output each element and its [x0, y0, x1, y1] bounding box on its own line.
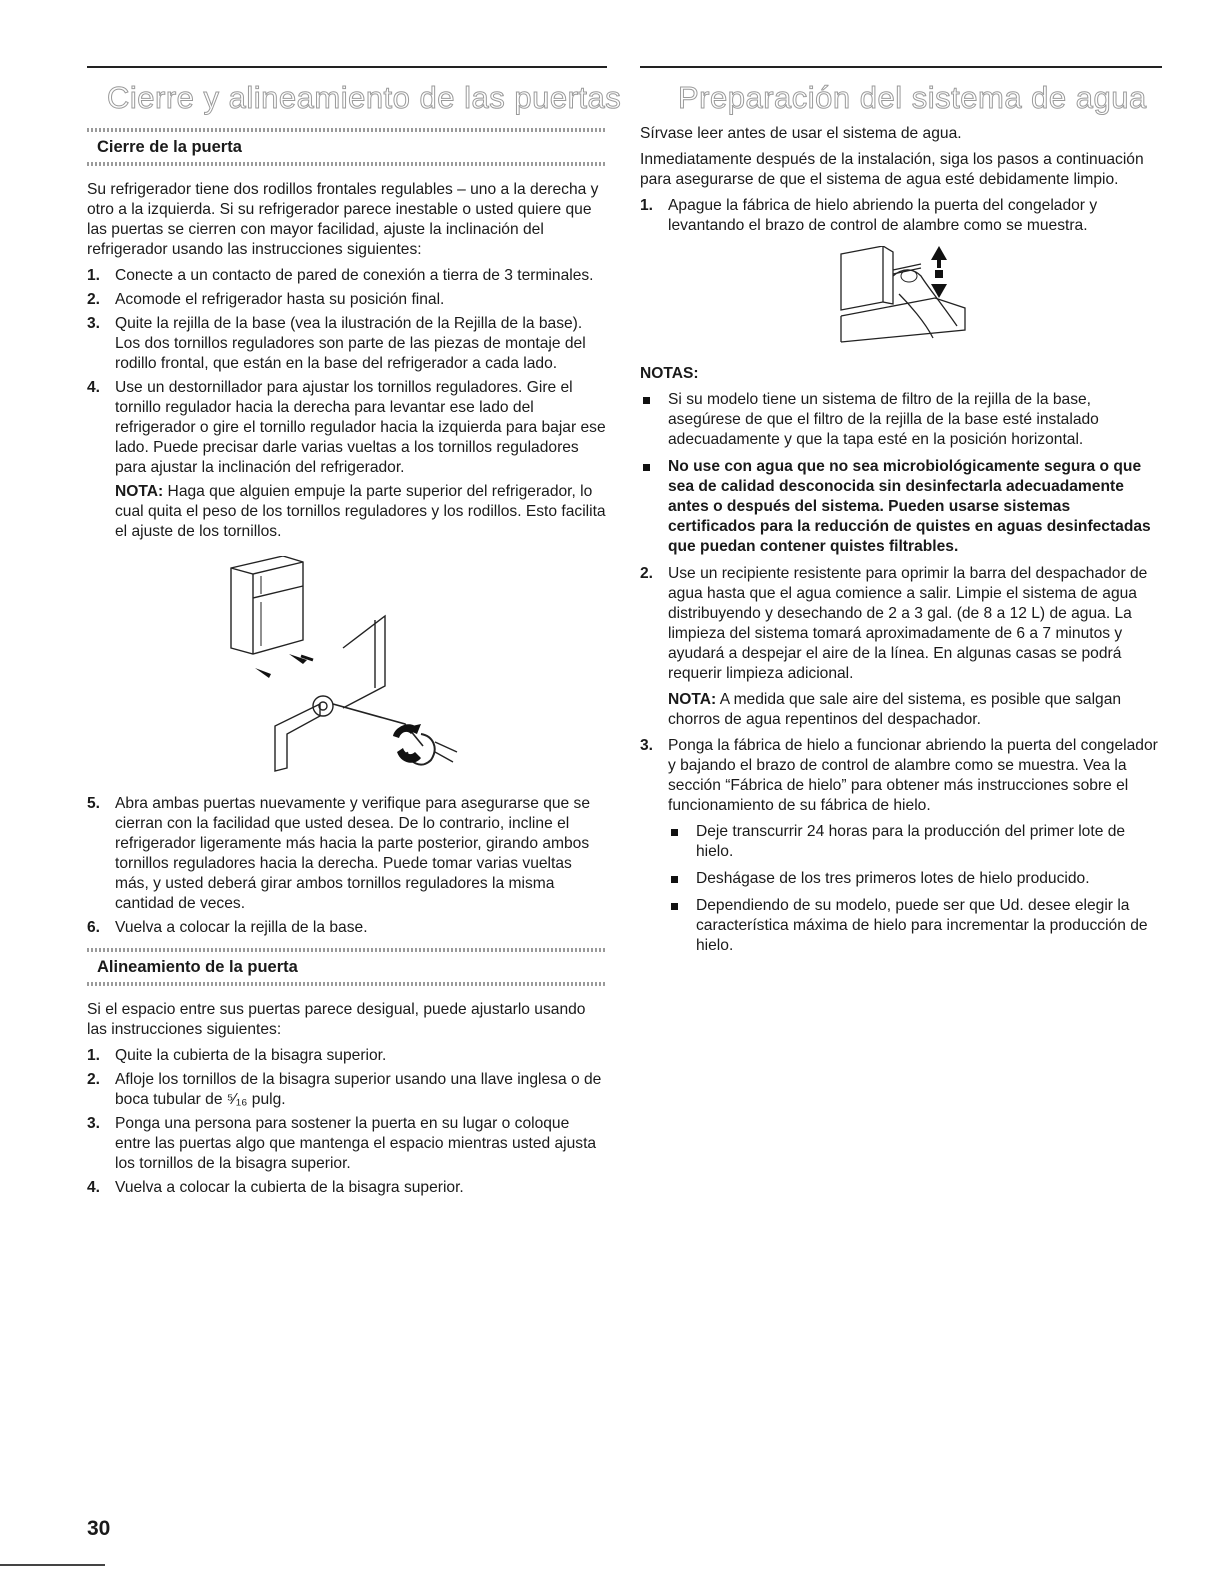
note-item — [640, 457, 1162, 557]
step-text: Conecte a un contacto de pared de conexión a tierra de 3 terminales. — [115, 267, 594, 284]
step-text: Use un destornillador para ajustar los tornillos reguladores. Gire el tornillo regulador hacia la derecha para levantar ese lado del refrigerador o gire el tornillo regulador hacia la izquierda para bajar ese lado. Puede precisar darle varias vueltas a los tornillos reguladores para ajustar la inclinación del refrigerador. — [115, 379, 606, 476]
step-text: Ponga la fábrica de hielo a funcionar abriendo la puerta del congelador y bajando el brazo de control de alambre como se muestra. Vea la sección “Fábrica de hielo” para obtener más instrucciones sobre el funcionamiento de su fábrica de hielo. — [668, 737, 1158, 814]
step-item — [87, 266, 607, 286]
tip-text: Deshágase de los tres primeros lotes de hielo producido. — [696, 870, 1090, 887]
step-number: 2. — [87, 291, 101, 308]
hatch-divider — [87, 128, 607, 132]
door-alignment-heading: Alineamiento de la puerta — [97, 958, 298, 976]
step-item — [87, 1114, 607, 1174]
step-item — [87, 378, 607, 542]
door-closing-heading: Cierre de la puerta — [97, 138, 242, 156]
step-item — [640, 196, 1162, 236]
step-text: Quite la cubierta de la bisagra superior. — [115, 1047, 387, 1064]
note-label: NOTA: — [668, 691, 717, 708]
step-body — [115, 378, 607, 542]
bullet-square-icon — [668, 869, 696, 889]
step-text: Abra ambas puertas nuevamente y verifique para asegurarse que se cierran con la facilidad que usted desea. De lo contrario, incline el refrigerador ligeramente más hacia la parte posterior, girando ambos tornillos reguladores hacia la derecha. Puede tomar varias vueltas más, y usted deberá girar ambos tornillos reguladores la misma cantidad de veces. — [115, 795, 591, 912]
water-intro-2: Inmediatamente después de la instalación, siga los pasos a continuación para asegurarse de que el sistema de agua esté debidamente limpio. — [640, 151, 1144, 188]
ice-tips-list — [668, 822, 1162, 956]
tip-item — [668, 822, 1162, 862]
step-item — [87, 1046, 607, 1066]
step-item — [87, 1070, 607, 1110]
left-section-title: Cierre y alineamiento de las puertas — [107, 80, 622, 115]
note-item — [640, 390, 1162, 450]
step-note — [668, 690, 1162, 730]
door-closing-intro: Su refrigerador tiene dos rodillos frontales regulables – uno a la derecha y otro a la izquierda. Si su refrigerador parece inestable o usted quiere que las puertas se cierren con mayor facilidad, ajuste la inclinación del refrigerador usando las instrucciones siguientes: — [87, 181, 599, 258]
bullet-square-icon — [668, 822, 696, 862]
step-item — [87, 1178, 607, 1198]
note-text: Haga que alguien empuje la parte superior del refrigerador, lo cual quita el peso de los tornillos reguladores y los rodillos. Esto facilita el ajuste de los tornillos. — [115, 483, 606, 540]
right-column — [640, 124, 1162, 967]
door-closing-steps — [87, 266, 607, 542]
page-number: 30 — [87, 1517, 111, 1540]
step-number: 1. — [87, 267, 101, 284]
step-item — [87, 918, 607, 938]
ice-maker-illustration — [835, 246, 975, 354]
note-label: NOTA: — [115, 483, 164, 500]
step-number: 2. — [87, 1071, 101, 1088]
step-number: 3. — [87, 1115, 101, 1132]
leveling-illustration — [225, 556, 475, 784]
step-text: Vuelva a colocar la cubierta de la bisagra superior. — [115, 1179, 464, 1196]
step-number: 1. — [640, 197, 654, 214]
tip-item — [668, 896, 1162, 956]
step-text: Quite la rejilla de la base (vea la ilustración de la Rejilla de la base). Los dos tornillos reguladores son parte de las piezas de montaje del rodillo frontal, que están en la base del refrigerador a cada lado. — [115, 315, 586, 372]
notes-label: NOTAS: — [640, 365, 699, 382]
step-text: Afloje los tornillos de la bisagra superior usando una llave inglesa o de boca tubular de ⁵⁄₁₆ pulg. — [115, 1071, 602, 1108]
hatch-divider — [87, 162, 607, 166]
step-number: 3. — [640, 737, 654, 754]
right-top-rule — [640, 66, 1162, 68]
left-top-rule — [87, 66, 607, 68]
door-alignment-intro: Si el espacio entre sus puertas parece desigual, puede ajustarlo usando las instrucciones siguientes: — [87, 1001, 586, 1038]
step-number: 3. — [87, 315, 101, 332]
step-text: Vuelva a colocar la rejilla de la base. — [115, 919, 368, 936]
step-item — [87, 794, 607, 914]
bottom-rule — [0, 1564, 105, 1566]
bullet-square-icon — [668, 896, 696, 956]
step-item — [640, 736, 1162, 963]
tip-text: Deje transcurrir 24 horas para la producción del primer lote de hielo. — [696, 823, 1126, 860]
bullet-square-icon — [640, 457, 668, 557]
note-text: No use con agua que no sea microbiológicamente segura o que sea de calidad desconocida sin desinfectarla adecuadamente antes o después del sistema. Pueden usarse sistemas certificados para la reducción de quistes en aguas desinfectadas que puedan contener quistes filtrables. — [668, 458, 1151, 555]
note-text: A medida que sale aire del sistema, es posible que salgan chorros de agua repentinos del despachador. — [668, 691, 1122, 728]
step-number: 5. — [87, 795, 101, 812]
step-number: 2. — [640, 565, 654, 582]
hatch-divider — [87, 948, 607, 952]
hatch-divider — [87, 982, 607, 986]
tip-text: Dependiendo de su modelo, puede ser que Ud. desee elegir la característica máxima de hielo para incrementar la producción de hielo. — [696, 897, 1148, 954]
step-text: Ponga una persona para sostener la puerta en su lugar o coloque entre las puertas algo que mantenga el espacio mientras usted ajusta los tornillos de la bisagra superior. — [115, 1115, 597, 1172]
step-body — [668, 564, 1162, 730]
step-text: Use un recipiente resistente para oprimir la barra del despachador de agua hasta que el agua comience a salir. Limpie el sistema de agua distribuyendo y desechando de 2 a 3 gal. (de 8 a 12 L) de agua. La limpieza del sistema tomará aproximadamente de 6 a 7 minutos y ayudará a despejar el aire de la línea. En algunas casas se podrá requerir limpieza adicional. — [668, 565, 1148, 682]
note-text: Si su modelo tiene un sistema de filtro de la rejilla de la base, asegúrese de que el filtro de la rejilla de la base esté instalado adecuadamente y que la tapa esté en la posición horizontal. — [668, 391, 1099, 448]
step-number: 1. — [87, 1047, 101, 1064]
notes-list — [640, 390, 1162, 557]
ice-maker-arm-drawing — [835, 246, 975, 354]
step-item — [87, 314, 607, 374]
step-number: 4. — [87, 379, 101, 396]
tip-item — [668, 869, 1162, 889]
step-item — [87, 290, 607, 310]
water-steps-continued — [640, 564, 1162, 963]
bullet-square-icon — [640, 390, 668, 450]
step-number: 6. — [87, 919, 101, 936]
right-section-title: Preparación del sistema de agua — [678, 80, 1147, 115]
left-column — [87, 128, 607, 1202]
water-intro-1: Sírvase leer antes de usar el sistema de agua. — [640, 125, 962, 142]
step-item — [640, 564, 1162, 730]
door-closing-steps-continued — [87, 794, 607, 938]
step-text: Acomode el refrigerador hasta su posición final. — [115, 291, 445, 308]
step-number: 4. — [87, 1179, 101, 1196]
door-alignment-steps — [87, 1046, 607, 1198]
step-note — [115, 482, 607, 542]
step-text: Apague la fábrica de hielo abriendo la puerta del congelador y levantando el brazo de control de alambre como se muestra. — [668, 197, 1098, 234]
fridge-leveling-drawing — [225, 556, 475, 784]
water-steps — [640, 196, 1162, 236]
step-body — [668, 736, 1162, 963]
